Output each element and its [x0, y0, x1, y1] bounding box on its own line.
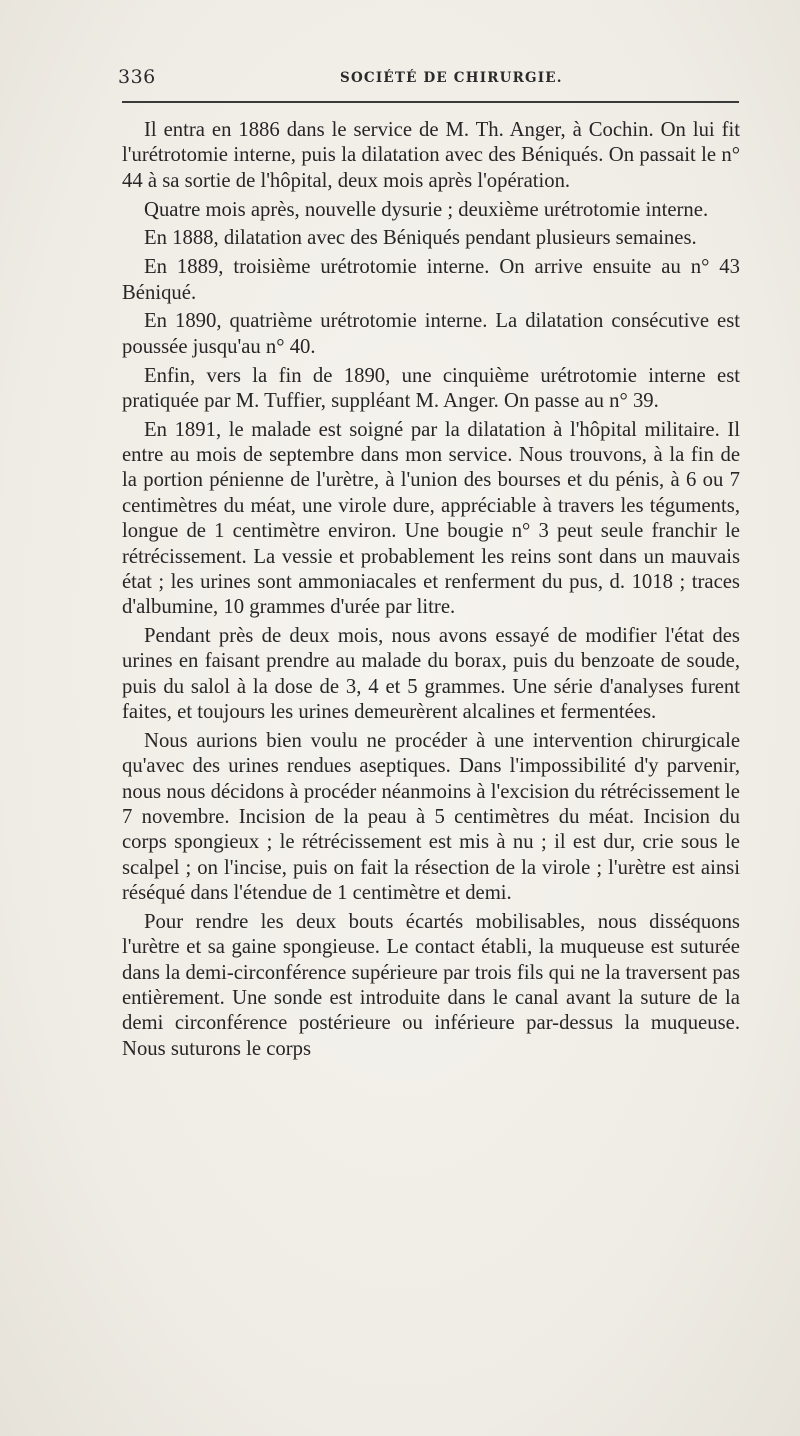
paragraph: Il entra en 1886 dans le service de M. Th. Anger, à Cochin. On lui fit l'urétrotomie interne, puis la dilatation avec des Béniqués. On passait le n° 44 à sa sortie de l'hôpital, deux mois après l'opération.	[122, 119, 740, 192]
running-head: SOCIÉTÉ DE CHIRURGIE.	[340, 70, 563, 86]
paragraph: Nous aurions bien voulu ne procéder à une intervention chirurgicale qu'avec des urines rendues aseptiques. Dans l'impossibilité d'y parvenir, nous nous décidons à procéder néanmoins à l'excision du rétrécissement le 7 novembre. Incision de la peau à 5 centimètres du méat. Incision du corps spongieux ; le rétrécissement est mis à nu ; il est dur, crie sous le scalpel ; on l'incise, puis on fait la résection de la virole ; l'urètre est ainsi réséqué dans l'étendue de 1 centimètre et demi.	[122, 729, 740, 904]
paragraph: Pendant près de deux mois, nous avons essayé de modifier l'état des urines en faisant prendre au malade du borax, puis du benzoate de soude, puis du salol à la dose de 3, 4 et 5 grammes. Une série d'analyses furent faites, et toujours les urines demeurèrent alcalines et fermentées.	[122, 625, 740, 724]
paragraph: En 1888, dilatation avec des Béniqués pendant plusieurs semaines.	[144, 227, 697, 250]
header-rule	[122, 101, 739, 103]
paragraph: En 1889, troisième urétrotomie interne. On arrive ensuite au n° 43 Béniqué.	[122, 256, 740, 304]
paragraph: Enfin, vers la fin de 1890, une cinquième urétrotomie interne est pratiquée par M. Tuffier, suppléant M. Anger. On passe au n° 39.	[122, 364, 740, 412]
page-header	[118, 62, 740, 96]
paragraph: En 1890, quatrième urétrotomie interne. La dilatation consécutive est poussée jusqu'au n° 40.	[122, 310, 740, 358]
page-number: 336	[118, 66, 156, 88]
paragraph: Quatre mois après, nouvelle dysurie ; deuxième urétrotomie interne.	[144, 198, 709, 221]
body-text	[122, 118, 740, 1065]
paragraph: En 1891, le malade est soigné par la dilatation à l'hôpital militaire. Il entre au mois de septembre dans mon service. Nous trouvons, à la fin de la portion pénienne de l'urètre, à l'union des bourses et du pénis, à 6 ou 7 centimètres du méat, une virole dure, appréciable à travers les téguments, longue de 1 centimètre environ. Une bougie n° 3 peut seule franchir le rétrécissement. La vessie et probablement les reins sont dans un mauvais état ; les urines sont ammoniacales et renferment du pus, d. 1018 ; traces d'albumine, 10 grammes d'urée par litre.	[122, 418, 740, 619]
paragraph: Pour rendre les deux bouts écartés mobilisables, nous disséquons l'urètre et sa gaine spongieuse. Le contact établi, la muqueuse est suturée dans la demi-circonférence supérieure par trois fils qui ne la traversent pas entièrement. Une sonde est introduite dans le canal avant la suture de la demi circonférence postérieure ou inférieure par-dessus la muqueuse. Nous suturons le corps	[122, 910, 740, 1060]
